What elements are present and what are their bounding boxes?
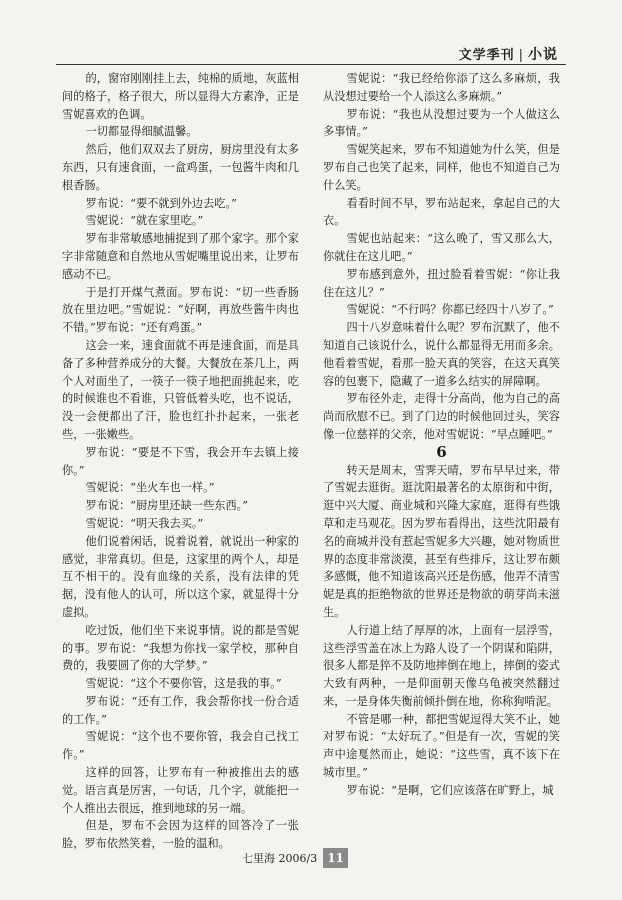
paragraph: 的，窗帘刚刚挂上去，纯棉的质地，灰蓝相间的格子，格子很大，所以显得大方素净，正是雪妮喜欢的色调。 [62, 72, 299, 121]
header-rule [56, 64, 566, 65]
paragraph: 吃过饭，他们坐下来说事情。说的都是雪妮的事。罗布说：“我想为你找一家学校，那种自费的，我要圆了你的大学梦。” [62, 623, 299, 673]
paragraph: 雪妮说：“就在家里吃。” [85, 214, 204, 228]
footer-magazine: 七里海 [242, 852, 275, 865]
paragraph: 罗布说：“要是不下雪，我会开车去镇上接你。” [62, 445, 299, 477]
paragraph: 雪妮说：“这个不要你管，这是我的事。” [85, 677, 282, 691]
page-number: 11 [323, 848, 348, 868]
magazine-name: 文学季刊 [458, 48, 515, 63]
paragraph: 雪妮说：“我已经给你添了这么多麻烦，我从没想过要给一个人添这么多麻烦。” [323, 72, 560, 103]
paragraph: 人行道上结了厚厚的冰，上面有一层浮雪，这些浮雪盖在冰上为路人设了一个阴谋和陷阱，很多人都是猝不及防地摔倒在地上，摔倒的姿式大致有两种，一是仰面朝天像乌龟被突然翻过来，一是身体失衡前倾扑倒在地，你称狗啃泥。 [323, 623, 560, 708]
paragraph: 这样的回答，让罗布有一种被推出去的感觉。语言真是厉害，一句话，几个字，就能把一个人推出去很远，推到地球的另一端。 [62, 766, 299, 815]
paragraph: 罗布径外走，走得十分高尚，他为自己的高尚而欣慰不已。到了门边的时候他回过头，笑容像一位慈祥的父亲，他对雪妮说：“早点睡吧。” [323, 392, 560, 441]
paragraph: 雪妮说：“坐火车也一样。” [85, 481, 215, 495]
right-column [323, 70, 560, 800]
paragraph: 看看时间不早，罗布站起来，拿起自己的大衣。 [323, 196, 560, 228]
paragraph: 他们说着闲话，说着说着，就说出一种家的感觉，非常真切。但是，这家里的两个人，却是互不相干的。没有血缘的关系，没有法律的凭据，没有他人的认可，所以这个家，就显得十分虚拟。 [62, 534, 299, 619]
section-name: 小说 [528, 47, 558, 63]
paragraph: 罗布说：“我也从没想过要为一个人做这么多事情。” [323, 107, 560, 139]
paragraph: 雪妮说：“明天我去买。” [85, 516, 204, 530]
header-separator: | [518, 48, 524, 63]
paragraph: 不管是哪一种，都把雪妮逗得大笑不止，她对罗布说：“太好玩了。”但是有一次，雪妮的笑声中途戛然而止，她说：“这些雪，真不该下在城市里。” [323, 712, 560, 780]
paragraph: 雪妮说：“不行吗？你都已经四十八岁了。” [346, 303, 554, 317]
right-column-before [323, 70, 560, 444]
paragraph: 这会一来，速食面就不再是速食面，而是具备了多种营养成分的大餐。大餐放在茶几上，两个人对面坐了，一筷子一筷子地把面挑起来，吃的时候谁也不看谁，只管低着头吃，也不说话，没一会便都出了汗，脸也红扑扑起来，一张老些，一张嫩些。 [62, 338, 299, 441]
paragraph: 罗布说：“要不就到外边去吃。” [85, 196, 237, 210]
paragraph: 雪妮笑起来，罗布不知道她为什么笑，但是罗布自己也笑了起来，同样，他也不知道自己为什么笑。 [323, 143, 560, 192]
paragraph: 罗布说：“是啊，它们应该落在旷野上，城 [346, 783, 554, 797]
paragraph: 罗布说：“厨房里还缺一些东西。” [85, 499, 248, 513]
paragraph: 然后，他们双双去了厨房，厨房里没有太多东西，只有速食面，一盒鸡蛋，一包酱牛肉和几根香肠。 [62, 143, 299, 192]
paragraph: 转天是周末，雪霁天晴，罗布早早过来，带了雪妮去逛街。逛沈阳最著名的太原街和中街，逛中兴大厦、商业城和兴隆大家庭，逛得有些饿草和走马观花。因为罗布看得出，这些沈阳最有名的商城并没有惹起雪妮多大兴趣，她对物质世界的态度非常淡漠，甚至有些排斥，这让罗布颇多感慨，他不知道该高兴还是伤感，他弄不清雪妮是真的拒绝物欲的世界还是物欲的萌芽尚未滋生。 [323, 463, 560, 619]
paragraph: 于是打开煤气煮面。罗布说：“切一些香肠放在里边吧。”雪妮说：“好啊，再放些酱牛肉也不错。”罗布说：“还有鸡蛋。” [62, 285, 299, 335]
footer-issue: 2006/3 [278, 851, 318, 865]
paragraph: 罗布说：“还有工作，我会帮你找一份合适的工作。” [62, 694, 299, 726]
paragraph: 雪妮也站起来：“这么晚了，雪又那么大，你就住在这儿吧。” [323, 232, 560, 263]
paragraph: 罗布非常敏感地捕捉到了那个家字。那个家字非常随意和自然地从雪妮嘴里说出来，让罗布感动不已。 [62, 232, 299, 281]
right-column-after [323, 462, 560, 800]
page-footer [242, 848, 348, 868]
running-header [459, 44, 558, 64]
paragraph: 罗布感到意外，扭过脸看着雪妮：“你让我住在这儿？” [323, 267, 560, 299]
left-column [62, 70, 299, 853]
chapter-number: 6 [436, 442, 447, 461]
paragraph: 一切都显得细腻温馨。 [85, 125, 198, 139]
paragraph: 四十八岁意味着什么呢？罗布沉默了，他不知道自己该说什么，说什么都显得无用而多余。他看着雪妮，看那一脸天真的笑容，在这天真笑容的包裹下，隐藏了一道多么结实的屏障啊。 [323, 321, 560, 388]
paragraph: 但是，罗布不会因为这样的回答冷了一张脸，罗布依然笑着，一脸的温和。 [62, 819, 299, 851]
paragraph: 雪妮说：“这个也不要你管，我会自己找工作。” [62, 730, 299, 762]
